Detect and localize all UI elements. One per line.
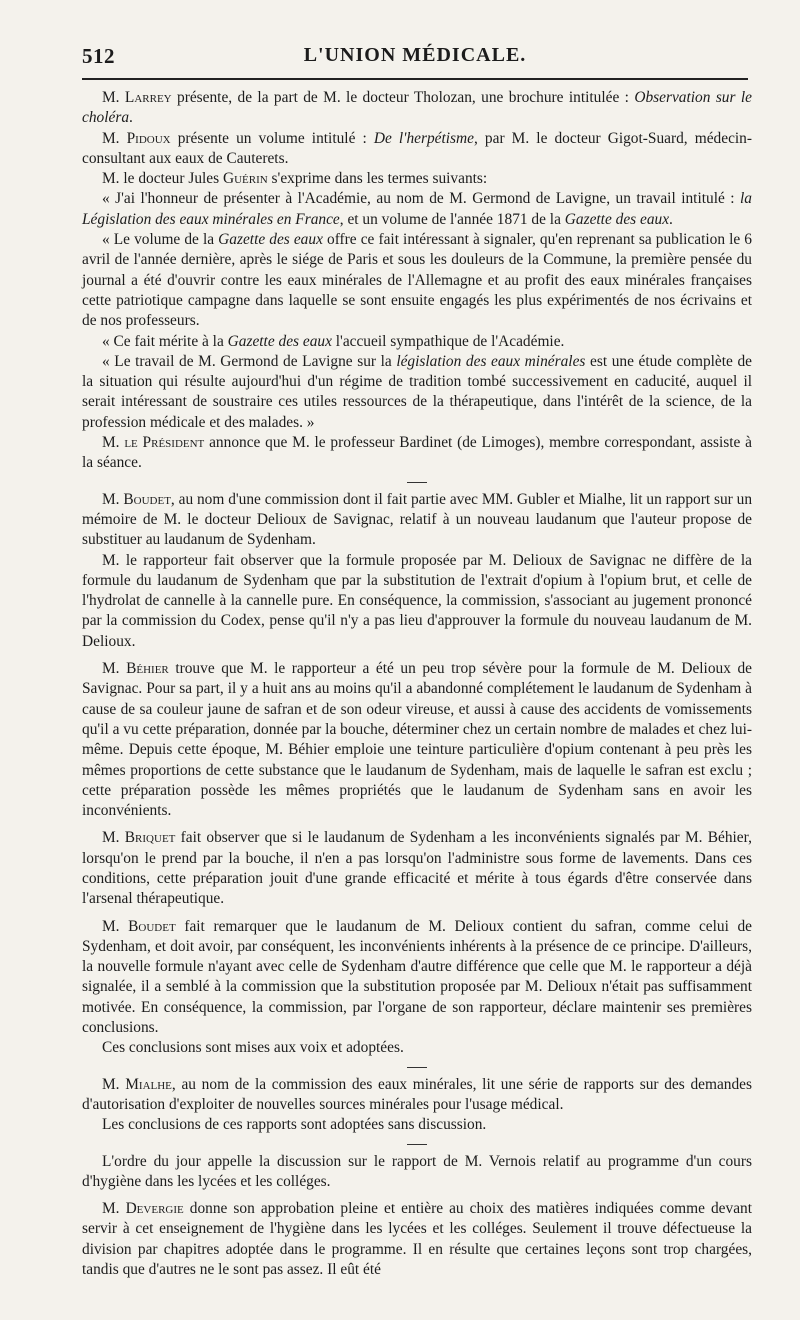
paragraph-text: trouve que M. le rapporteur a été un peu trop sévère pour la formule de M. Delioux de Savignac. Pour sa part, il y a huit ans au moins qu'il a abandonné complétement le laudanum de Sydenham à cause de sa couleur jaune de safran et de son odeur vireuse, et aussi à cause des accidents de vomissements qu'il a vu cette préparation, donnée par la bouche, déterminer chez un certain nombre de malades et chez lui-même. Depuis cette époque, M. Béhier emploie une teinture particulière d'opium contenant à peu près les mêmes proportions de cette substance que le laudanum de Sydenham, mais de laquelle le safran est exclu ; cette préparation possède les mêmes propriétés que le laudanum de Sydenham sans en avoir les inconvénients. bbox=[82, 660, 753, 820]
paragraph-text: est une étude complète de la situation qui résulte aujourd'hui d'un régime de tradition tombé successivement en caducité, auquel il serait intéressant de soustraire ces utiles ressources de la thérapeutique, dans l'intérêt de la science, de la profession médicale et des malades. » bbox=[82, 352, 752, 431]
paragraph-text: L'ordre du jour appelle la discussion sur le rapport de M. Vernois relatif au programme d'un cours d'hygiène dans les lycées et les colléges. bbox=[82, 1152, 752, 1190]
paragraph bbox=[82, 352, 752, 433]
paragraph bbox=[82, 1038, 752, 1058]
speaker-name: M. Mialhe bbox=[102, 1075, 172, 1093]
speaker-name: M. le Président bbox=[102, 434, 205, 452]
paragraph-text: Les conclusions de ces rapports sont adoptées sans discussion. bbox=[102, 1116, 487, 1134]
paragraph-text: fait remarquer que le laudanum de M. Delioux contient du safran, comme celui de Sydenham, et doit avoir, par conséquent, les inconvénients inhérents à la présence de ce principe. D'ailleurs, la nouvelle formule n'ayant avec celle de Sydenham d'autre différence que celle que M. le rapporteur a déjà signalée, il a semblé à la commission que la substitution proposée par M. Delioux n'était pas suffisamment motivée. En conséquence, la commission, par l'organe de son rapporteur, déclare maintenir ses premières conclusions. bbox=[82, 917, 752, 1037]
cited-title: Gazette des eaux bbox=[227, 332, 332, 350]
paragraph bbox=[82, 828, 752, 909]
paragraph bbox=[82, 189, 752, 230]
paragraph bbox=[82, 88, 752, 129]
section-separator bbox=[407, 1067, 427, 1068]
paragraph bbox=[82, 917, 752, 1039]
section-separator bbox=[407, 1144, 427, 1145]
header-rule bbox=[82, 78, 748, 80]
section-separator bbox=[407, 482, 427, 483]
paragraph-text: , et un volume de l'année 1871 de la bbox=[339, 210, 565, 228]
paragraph-text: « Le travail de M. Germond de Lavigne sur la bbox=[102, 352, 397, 370]
cited-title: Gazette des eaux bbox=[564, 210, 670, 228]
paragraph-text: M. le docteur Jules bbox=[102, 170, 223, 188]
paragraph-text: présente, de la part de M. le docteur Tholozan, une brochure intitulée : bbox=[171, 89, 635, 106]
paragraph-text: donne son approbation pleine et entière au choix des matières indiquées comme devant servir à cet enseignement de l'hygiène dans les lycées et les colléges. Seulement il trouve défectueuse la division par chapitres adoptée dans le programme. Il en résulte que certaines leçons sont trop chargées, tandis que d'autres ne le sont pas assez. Il eût été bbox=[82, 1200, 752, 1279]
speaker-name: M. Pidoux bbox=[102, 129, 171, 147]
running-title: L'UNION MÉDICALE. bbox=[303, 44, 527, 66]
speaker-name: M. Larrey bbox=[102, 89, 172, 106]
page-header bbox=[82, 40, 748, 72]
speaker-name: M. Béhier bbox=[102, 660, 169, 678]
speaker-name: M. Boudet bbox=[102, 917, 176, 935]
paragraph-text: . bbox=[129, 109, 133, 127]
paragraph-text: annonce que M. le professeur Bardinet (de Limoges), membre correspondant, assiste à la séance. bbox=[82, 434, 753, 472]
paragraph-text: . bbox=[669, 210, 673, 228]
paragraph bbox=[82, 433, 752, 474]
paragraph bbox=[82, 659, 752, 821]
paragraph bbox=[82, 129, 752, 170]
paragraph bbox=[82, 1152, 752, 1193]
article-body bbox=[82, 88, 752, 1280]
paragraph-text: « Ce fait mérite à la bbox=[102, 332, 228, 350]
paragraph-text: « Le volume de la bbox=[102, 231, 219, 249]
paragraph bbox=[82, 1075, 752, 1116]
paragraph-text: , au nom de la commission des eaux minérales, lit une série de rapports sur des demandes d'autorisation d'exploiter de nouvelles sources minérales pour l'usage médical. bbox=[82, 1075, 752, 1113]
paragraph-text: offre ce fait intéressant à signaler, qu'en reprenant sa publication le 6 avril de l'année dernière, après le siége de Paris et sous les douleurs de la Commune, la première pensée du journal a été d'ouvrir contre les eaux minérales de l'Allemagne et au profit des eaux minérales françaises cette patriotique campagne dans laquelle se sont ensuite engagés les plus expérimentés de nos écrivains et de nos professeurs. bbox=[82, 231, 752, 330]
speaker-name: M. Boudet bbox=[102, 490, 171, 508]
speaker-name: M. Briquet bbox=[102, 829, 176, 847]
paragraph-text: , par M. le docteur Gigot-Suard, médecin-consultant aux eaux de Cauterets. bbox=[82, 129, 753, 167]
cited-title: De l'herpétisme bbox=[373, 129, 474, 147]
paragraph bbox=[82, 551, 752, 652]
paragraph bbox=[82, 230, 752, 331]
page-number: 512 bbox=[82, 44, 115, 68]
paragraph-text: « J'ai l'honneur de présenter à l'Académie, au nom de M. Germond de Lavigne, un travail intitulé : bbox=[102, 190, 741, 208]
paragraph-text: Ces conclusions sont mises aux voix et adoptées. bbox=[102, 1039, 404, 1057]
paragraph bbox=[82, 332, 752, 352]
cited-title: Gazette des eaux bbox=[218, 231, 323, 249]
speaker-name: M. Devergie bbox=[102, 1200, 184, 1218]
speaker-name: Guérin bbox=[222, 170, 268, 188]
cited-title: la Législation des eaux minérales en France bbox=[82, 190, 752, 228]
paragraph bbox=[82, 169, 752, 189]
paragraph bbox=[82, 490, 752, 551]
cited-title: législation des eaux minérales bbox=[396, 352, 586, 370]
cited-title: Observation sur le choléra bbox=[82, 89, 752, 127]
paragraph-text: fait observer que si le laudanum de Sydenham a les inconvénients signalés par M. Béhier, lorsqu'on le prend par la bouche, il n'en a pas lorsqu'on l'administre sous forme de lavements. Dans ces conditions, cette préparation jouit d'une grande efficacité et mérite à tous égards d'être conservée dans l'arsenal thérapeutique. bbox=[82, 829, 752, 908]
paragraph-text: l'accueil sympathique de l'Académie. bbox=[331, 332, 565, 350]
paragraph bbox=[82, 1115, 752, 1135]
paragraph-text: , au nom d'une commission dont il fait partie avec MM. Gubler et Mialhe, lit un rapport sur un mémoire de M. le docteur Delioux de Savignac, relatif à un nouveau laudanum que l'auteur propose de substituer au laudanum de Sydenham. bbox=[82, 490, 753, 549]
paragraph-text: s'exprime dans les termes suivants: bbox=[267, 170, 488, 188]
paragraph-text: présente un volume intitulé : bbox=[170, 129, 374, 147]
paragraph-text: M. le rapporteur fait observer que la formule proposée par M. Delioux de Savignac ne diffère de la formule du laudanum de Sydenham que par la substitution de l'extrait d'opium à l'opium brut, et celle de l'hydrolat de cannelle à la cannelle pure. En conséquence, la commission, s'associant au jugement prononcé par la commission du Codex, pense qu'il n'y a pas lieu d'approuver la formule du nouveau laudanum de M. Delioux. bbox=[82, 551, 752, 650]
paragraph bbox=[82, 1199, 752, 1280]
